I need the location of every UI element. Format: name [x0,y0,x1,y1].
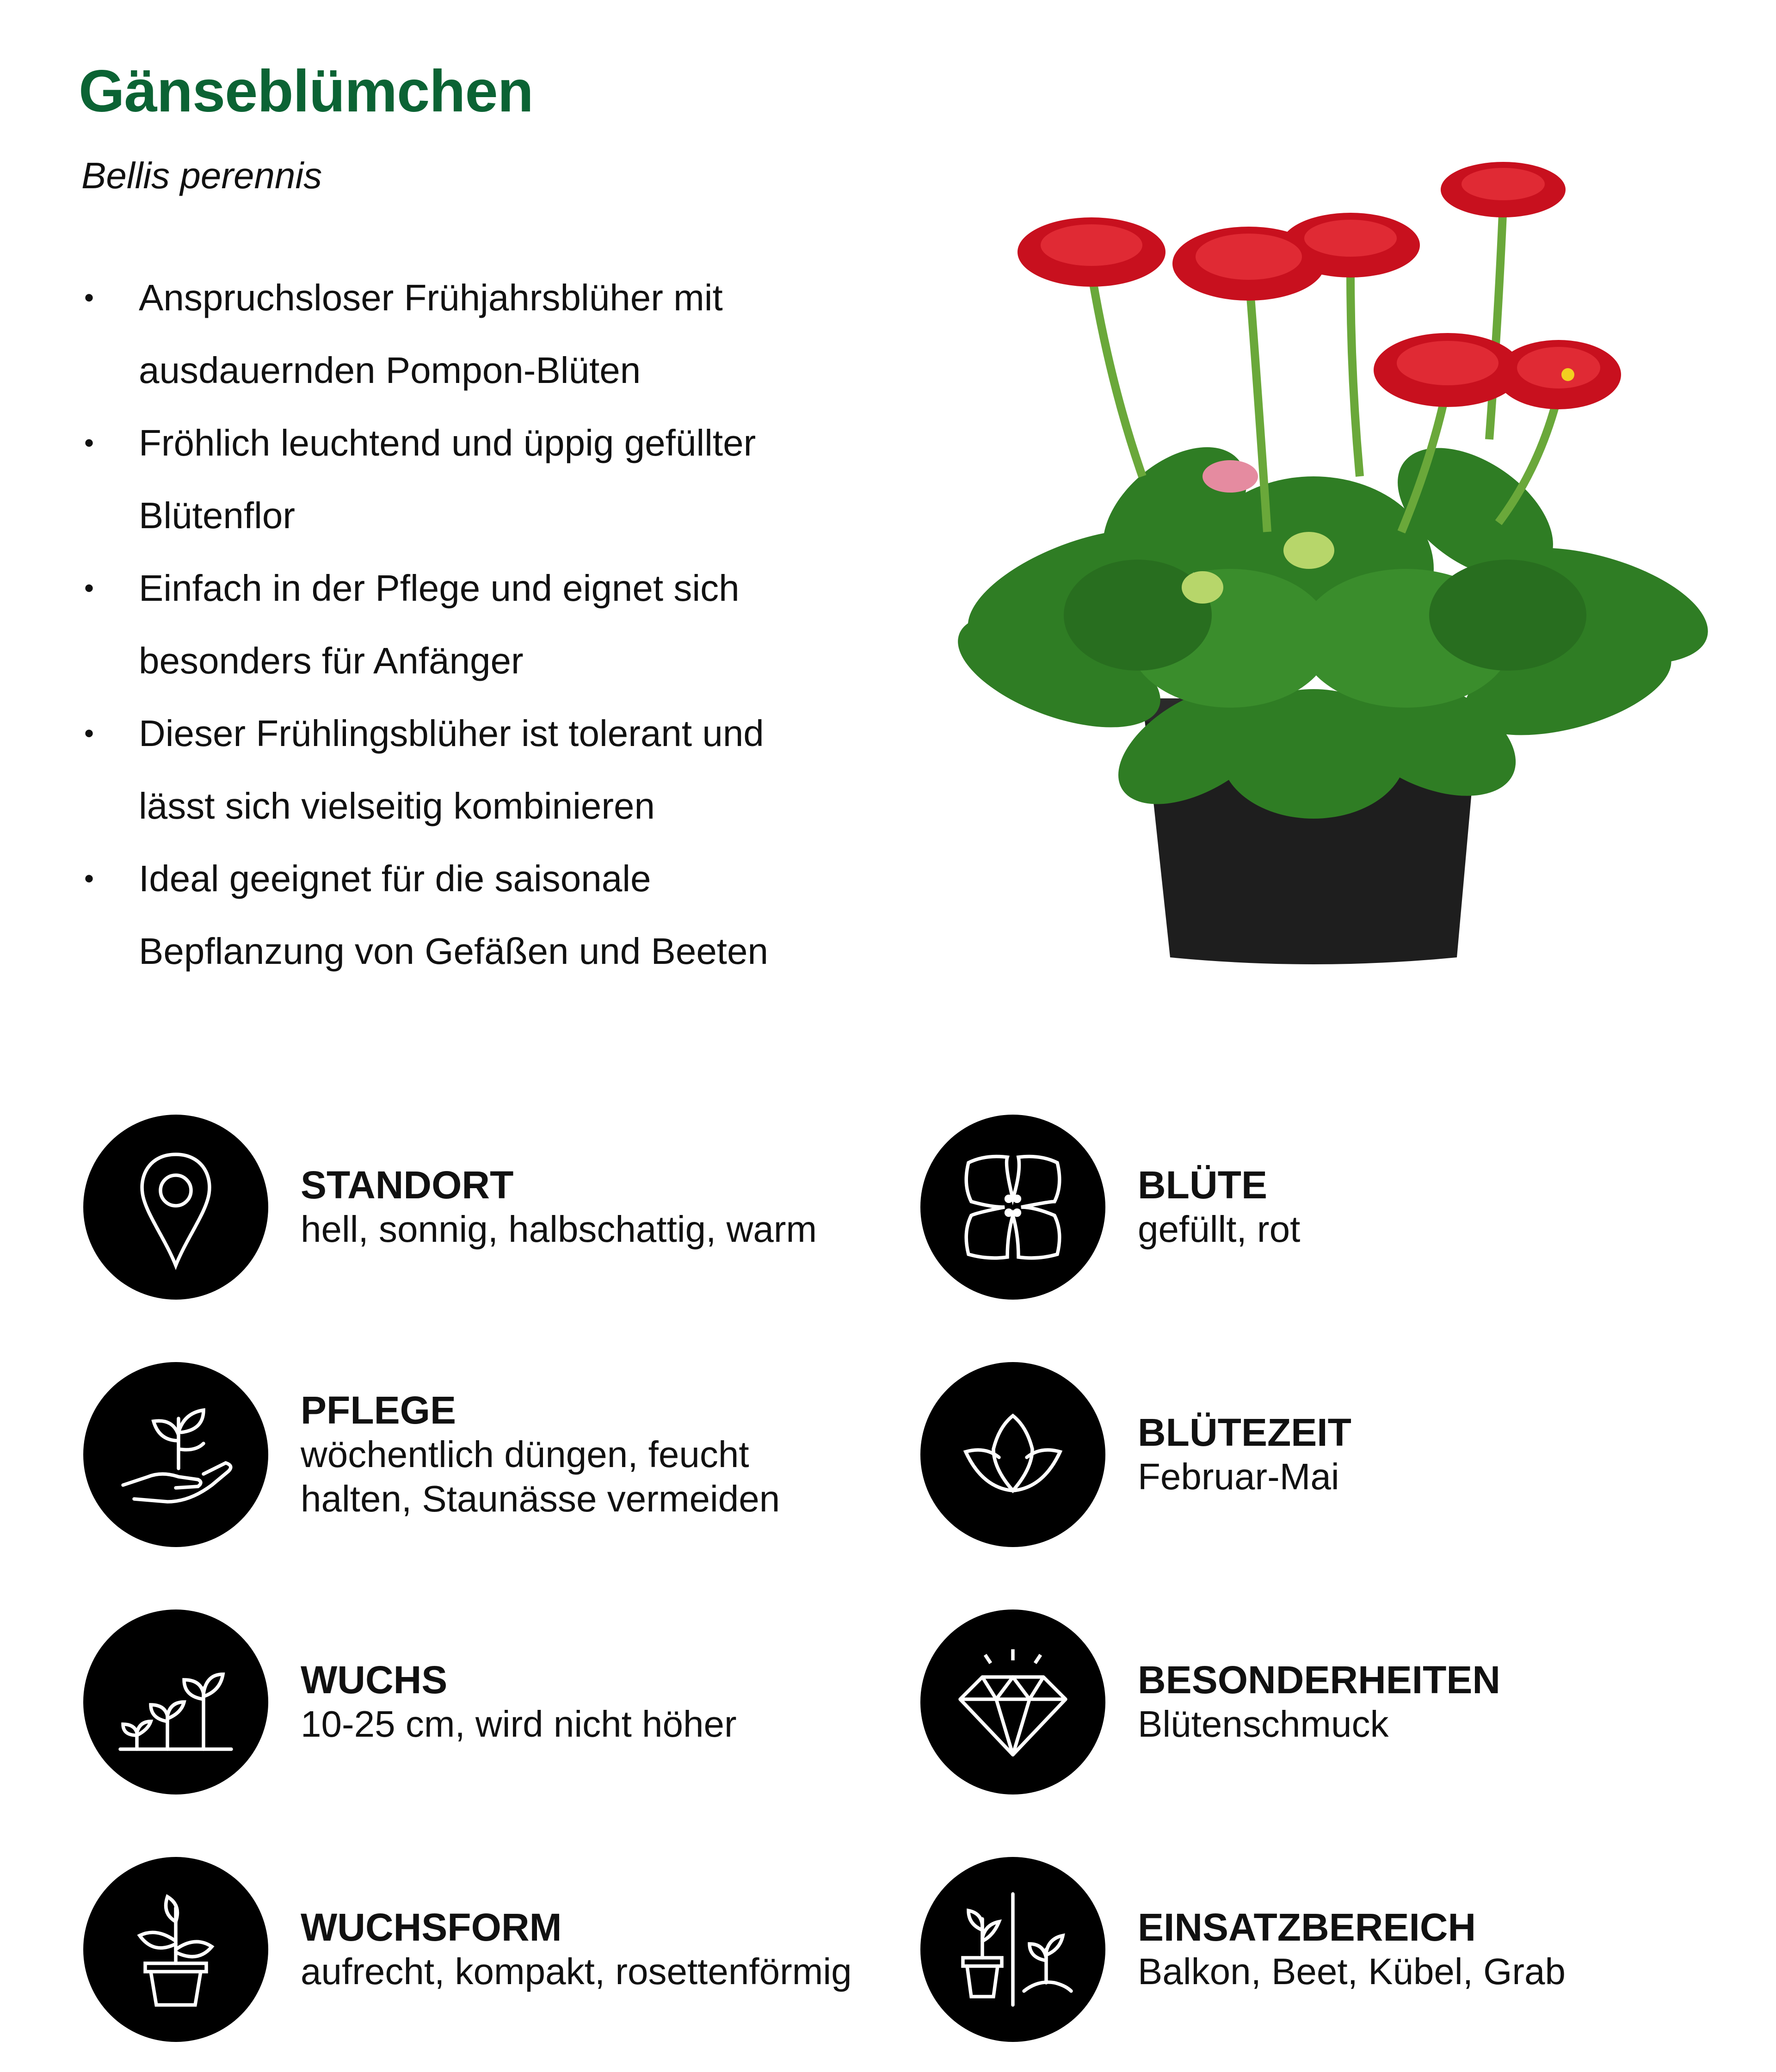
product-image [944,153,1730,985]
feature-value: Blütenschmuck [1138,1703,1389,1745]
bullet-text: Ideal geeignet für die saisonale [139,858,651,899]
pot-and-bed-icon [920,1857,1105,2042]
feature-label: STANDORT [301,1163,514,1207]
bullet-item [79,407,911,552]
diamond-icon [920,1610,1105,1794]
feature-value: 10-25 cm, wird nicht höher [301,1703,737,1745]
bullet-icon: • [84,282,94,313]
bullet-icon: • [84,573,94,604]
feature-value: halten, Staunässe vermeiden [301,1478,780,1520]
bullet-text: Fröhlich leuchtend und üppig gefüllter [139,422,756,463]
feature-wuchsform [83,1857,852,2042]
feature-label: WUCHS [301,1658,448,1702]
feature-label: BESONDERHEITEN [1138,1658,1501,1702]
feature-wuchs [83,1610,737,1794]
feature-label: WUCHSFORM [301,1905,562,1949]
bullet-text: Bepflanzung von Gefäßen und Beeten [139,931,769,972]
feature-bullet-list [79,261,911,987]
bullet-icon: • [84,427,94,458]
feature-bluete [920,1115,1300,1300]
bullet-text: Einfach in der Pflege und eignet sich [139,567,740,609]
bullet-icon: • [84,718,94,749]
feature-label: BLÜTEZEIT [1138,1410,1351,1454]
potted-daisy-illustration [944,153,1730,985]
feature-label: BLÜTE [1138,1163,1267,1207]
feature-value: wöchentlich düngen, feucht [301,1434,749,1475]
feature-einsatzbereich [920,1857,1566,2042]
flower-icon [920,1115,1105,1300]
bullet-text: besonders für Anfänger [139,640,524,681]
bullet-text: ausdauernden Pompon-Blüten [139,350,641,391]
feature-label: EINSATZBEREICH [1138,1905,1476,1949]
bullet-item [79,842,911,987]
feature-label: PFLEGE [301,1388,456,1432]
feature-value: gefüllt, rot [1138,1209,1301,1250]
bullet-item [79,552,911,697]
feature-value: aufrecht, kompakt, rosettenförmig [301,1951,852,1992]
bullet-text: Blütenflor [139,495,295,536]
feature-besonderheiten [920,1610,1500,1794]
potted-plant-icon [83,1857,268,2042]
bullet-text: Anspruchsloser Frühjahrsblüher mit [139,277,723,318]
feature-bluetezeit [920,1362,1351,1547]
page-title: Gänseblümchen [79,58,533,124]
seedlings-growth-icon [83,1610,268,1794]
latin-name: Bellis perennis [81,155,322,196]
bullet-icon: • [84,863,94,894]
bullet-text: Dieser Frühlingsblüher ist tolerant und [139,713,764,754]
feature-value: hell, sonnig, halbschattig, warm [301,1209,817,1250]
bullet-item [79,697,911,842]
feature-value: Balkon, Beet, Kübel, Grab [1138,1951,1566,1992]
feature-standort [83,1115,817,1300]
feature-value: Februar-Mai [1138,1456,1339,1498]
bullet-item [79,261,911,407]
bullet-text: lässt sich vielseitig kombinieren [139,785,655,826]
location-pin-icon [83,1115,268,1300]
lotus-icon [920,1362,1105,1547]
feature-pflege [83,1362,780,1547]
hand-sprout-icon [83,1362,268,1547]
